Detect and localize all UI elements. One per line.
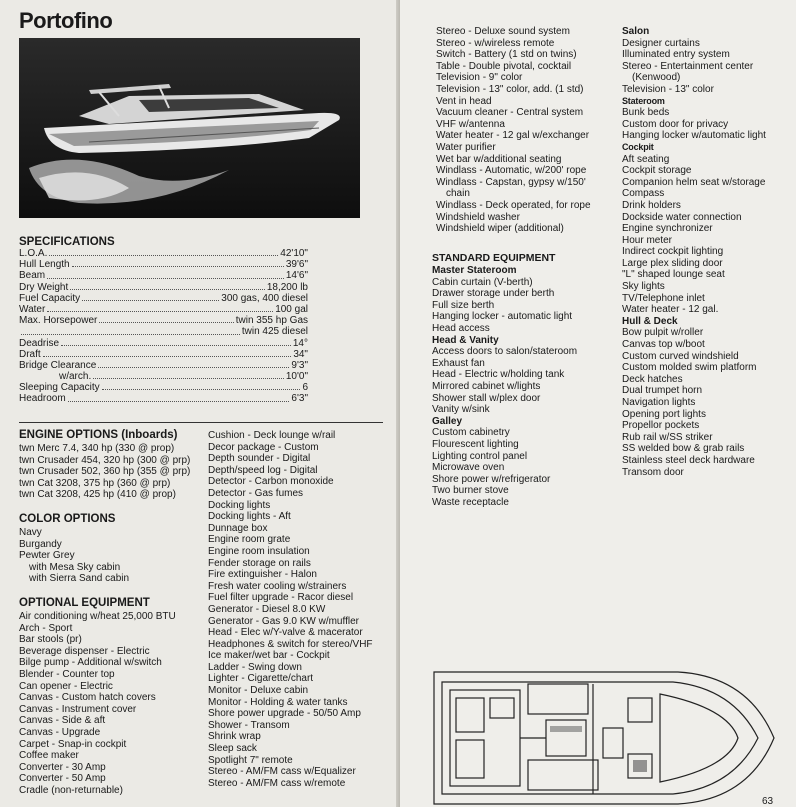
list-item: Cushion - Deck lounge w/rail [208, 430, 336, 441]
spec-value: 6 [302, 382, 308, 394]
list-item: Designer curtains [622, 37, 700, 49]
group-heading-master-stateroom: Master Stateroom [432, 265, 517, 276]
specifications-table [19, 248, 308, 405]
list-item: Canvas top w/boot [622, 339, 705, 351]
spec-row [19, 282, 308, 293]
list-item: Water heater - 12 gal. [622, 304, 719, 316]
list-item: Depth sounder - Digital [208, 453, 311, 465]
list-item: Carpet - Snap-in cockpit [19, 738, 127, 750]
list-item: Lighting control panel [432, 450, 528, 462]
group-heading-head-vanity: Head & Vanity [432, 334, 499, 346]
dot-leader [47, 304, 273, 312]
list-item: Stainless steel deck hardware [622, 454, 755, 466]
list-item: Docking lights - Aft [208, 511, 291, 523]
list-item: Canvas - Instrument cover [19, 703, 137, 715]
spec-label: Headroom [19, 393, 66, 405]
list-item: Fuel filter upgrade - Racor diesel [208, 592, 354, 604]
color-options-list [19, 527, 129, 585]
spec-label: Max. Horsepower [19, 315, 98, 327]
list-item: (Kenwood) [632, 72, 681, 84]
spec-value: twin 355 hp Gas [235, 315, 308, 327]
list-item: Head access [432, 322, 490, 334]
list-item: Head - Electric w/holding tank [432, 369, 565, 381]
spec-value: 9'3" [291, 359, 308, 371]
list-item: Television - 13" color, add. (1 std) [436, 83, 584, 95]
list-item: Full size berth [432, 299, 495, 311]
list-item: Coffee maker [19, 750, 79, 762]
list-item: Stereo - Deluxe sound system [436, 26, 570, 37]
list-item: Fire extinguisher - Halon [208, 569, 317, 581]
list-item: Custom curved windshield [622, 350, 739, 362]
spec-label: L.O.A. [19, 248, 48, 259]
list-item: Cabin curtain (V-berth) [432, 276, 533, 288]
spec-row [19, 349, 308, 360]
list-item: Access doors to salon/stateroom [432, 346, 578, 358]
spec-value: 300 gas, 400 diesel [221, 292, 308, 304]
list-item: Arch - Sport [19, 622, 73, 634]
list-item: Dual trumpet horn [622, 385, 703, 397]
list-item: Water heater - 12 gal w/exchanger [436, 130, 590, 142]
standard-equipment-col2 [622, 26, 766, 478]
list-item: Decor package - Custom [208, 441, 319, 453]
spec-row [19, 382, 308, 393]
list-item: Windlass - Capstan, gypsy w/150' [436, 176, 586, 188]
list-item: Propellor pockets [622, 420, 700, 432]
list-item: Engine room grate [208, 534, 291, 546]
list-item: Depth/speed log - Digital [208, 464, 318, 476]
list-item: Drawer storage under berth [432, 288, 555, 300]
spec-value: 6'3" [291, 393, 308, 405]
list-item: Sky lights [622, 281, 665, 293]
list-item: twn Crusader 502, 360 hp (355 @ prp) [19, 466, 191, 478]
dot-leader [93, 371, 284, 379]
list-item: Microwave oven [432, 462, 505, 474]
list-item: Sleep sack [208, 743, 257, 755]
dot-leader [49, 248, 278, 256]
spec-row [19, 360, 308, 371]
list-item: Cradle (non-returnable) [19, 784, 123, 796]
list-item: Detector - Carbon monoxide [208, 476, 334, 488]
list-item: twn Merc 7.4, 340 hp (330 @ prop) [19, 443, 175, 454]
list-item: Hour meter [622, 234, 673, 246]
standard-equipment-heading: STANDARD EQUIPMENT [432, 252, 556, 264]
boat-photo-image [19, 38, 360, 218]
list-item: Opening port lights [622, 408, 706, 420]
spec-value: 42'10" [280, 248, 308, 259]
list-item: Spotlight 7" remote [208, 754, 293, 766]
list-item: Vanity w/sink [432, 404, 490, 416]
spec-value: 14'6" [285, 270, 308, 282]
optional-equipment-heading: OPTIONAL EQUIPMENT [19, 597, 150, 609]
spec-value: 10'0" [285, 371, 308, 383]
list-item: Engine synchronizer [622, 223, 713, 235]
page-number: 63 [762, 796, 774, 807]
color-options-heading: COLOR OPTIONS [19, 513, 116, 525]
list-item: Rub rail w/SS striker [622, 431, 713, 443]
list-item: with Mesa Sky cabin [29, 561, 121, 573]
deck-plan-drawing [428, 668, 776, 807]
list-item: Stereo - AM/FM cass w/Equalizer [208, 766, 356, 778]
list-item: Shore power w/refrigerator [432, 473, 551, 485]
spec-value: twin 425 diesel [241, 326, 308, 338]
list-item: Custom cabinetry [432, 427, 510, 439]
list-item: Windshield washer [436, 211, 520, 223]
list-item: Docking lights [208, 499, 271, 511]
list-item: Vent in head [436, 95, 492, 107]
boat-photo [19, 38, 360, 218]
list-item: Cockpit storage [622, 165, 692, 177]
list-item: Canvas - Side & aft [19, 715, 106, 727]
list-item: Hanging locker w/automatic light [622, 130, 766, 142]
list-item: SS welded bow & grab rails [622, 443, 745, 455]
spec-label: Bridge Clearance [19, 359, 97, 371]
spec-row [19, 338, 308, 349]
spec-row [19, 326, 308, 337]
list-item: TV/Telephone inlet [622, 292, 705, 304]
specifications-heading: SPECIFICATIONS [19, 236, 115, 248]
list-item: Shore power upgrade - 50/50 Amp [208, 708, 361, 720]
list-item: Dunnage box [208, 522, 268, 534]
list-item: with Sierra Sand cabin [29, 573, 130, 585]
spec-row [19, 393, 308, 404]
spec-value: 18,200 lb [266, 281, 308, 293]
spec-label: Beam [19, 270, 46, 282]
spec-row [19, 315, 308, 326]
spec-label: Hull Length [19, 259, 70, 271]
list-item: Illuminated entry system [622, 49, 730, 61]
list-item: Hanging locker - automatic light [432, 311, 573, 323]
list-item: Companion helm seat w/storage [622, 176, 766, 188]
list-item: Drink holders [622, 199, 681, 211]
list-item: Stereo - AM/FM cass w/remote [208, 777, 346, 789]
list-item: Air conditioning w/heat 25,000 BTU [19, 611, 176, 622]
list-item: Flourescent lighting [432, 438, 519, 450]
list-item: Shower - Transom [208, 719, 290, 731]
dot-leader [99, 315, 233, 323]
list-item: Television - 9" color [436, 72, 523, 84]
list-item: Beverage dispenser - Electric [19, 645, 150, 657]
spec-label: Sleeping Capacity [19, 382, 100, 394]
list-item: Bar stools (pr) [19, 634, 82, 646]
list-item: Wet bar w/additional seating [436, 153, 562, 165]
list-item: Canvas - Upgrade [19, 726, 101, 738]
list-item: Switch - Battery (1 std on twins) [436, 49, 577, 61]
list-item: Generator - Diesel 8.0 KW [208, 603, 326, 615]
list-item: Table - Double pivotal, cocktail [436, 60, 572, 72]
list-item: Stereo - Entertainment center [622, 60, 754, 72]
spec-value: 14° [292, 337, 308, 349]
list-item: Transom door [622, 466, 684, 478]
list-item: twn Cat 3208, 375 hp (360 @ prp) [19, 477, 171, 489]
spec-label: Water [19, 303, 46, 315]
spec-row [19, 248, 308, 259]
optional-equipment-col3 [436, 26, 591, 235]
dot-leader [43, 349, 292, 357]
list-item: Windlass - Deck operated, for rope [436, 199, 591, 211]
spec-row [19, 293, 308, 304]
dot-leader [98, 360, 289, 368]
list-item: Bow pulpit w/roller [622, 327, 704, 339]
standard-equipment-col1 [432, 265, 577, 508]
list-item: twn Cat 3208, 425 hp (410 @ prop) [19, 489, 176, 501]
dot-leader [61, 338, 291, 346]
list-item: Shower stall w/plex door [432, 392, 541, 404]
spec-row [19, 259, 308, 270]
list-item: Blender - Counter top [19, 668, 115, 680]
spec-label: w/arch. [59, 371, 92, 383]
list-item: Compass [622, 188, 665, 200]
spec-value: 39'6" [285, 259, 308, 271]
list-item: "L" shaped lounge seat [622, 269, 725, 281]
engine-options-heading: ENGINE OPTIONS (Inboards) [19, 429, 178, 441]
spec-row [19, 304, 308, 315]
list-item: chain [446, 188, 470, 200]
group-heading-cockpit: Cockpit [622, 141, 654, 152]
dot-leader [47, 270, 284, 278]
spec-value: 100 gal [275, 303, 308, 315]
list-item: Navy [19, 527, 42, 538]
list-item: Monitor - Holding & water tanks [208, 696, 348, 708]
optional-equipment-col2 [208, 430, 373, 789]
dot-leader [70, 282, 265, 290]
spec-label: Deadrise [19, 337, 60, 349]
list-item: Indirect cockpit lighting [622, 246, 724, 258]
divider [19, 422, 383, 423]
right-page [400, 0, 796, 807]
dot-leader [102, 382, 301, 390]
list-item: Deck hatches [622, 373, 683, 385]
optional-equipment-col1 [19, 611, 176, 797]
list-item: Waste receptacle [432, 496, 509, 508]
spec-value: 34" [293, 348, 308, 360]
list-item: Ice maker/wet bar - Cockpit [208, 650, 330, 662]
list-item: Pewter Grey [19, 550, 75, 562]
list-item: Shrink wrap [208, 731, 261, 743]
list-item: twn Crusader 454, 320 hp (300 @ prp) [19, 454, 191, 466]
dot-leader [68, 393, 290, 401]
list-item: Navigation lights [622, 397, 696, 408]
list-item: Canvas - Custom hatch covers [19, 692, 156, 704]
list-item: Converter - 30 Amp [19, 761, 106, 773]
list-item: Lighter - Cigarette/chart [208, 673, 314, 685]
list-item: Television - 13" color [622, 83, 714, 95]
list-item: Can opener - Electric [19, 680, 113, 692]
group-heading-galley: Galley [432, 415, 463, 427]
list-item: Head - Elec w/Y-valve & macerator [208, 627, 363, 639]
list-item: Exhaust fan [432, 357, 485, 369]
list-item: Windlass - Automatic, w/200' rope [436, 165, 587, 177]
list-item: Custom door for privacy [622, 118, 729, 130]
list-item: Burgandy [19, 538, 62, 550]
list-item: Two burner stove [432, 485, 509, 497]
list-item: Bilge pump - Additional w/switch [19, 657, 162, 669]
engine-options-list [19, 443, 190, 501]
group-heading-salon: Salon [622, 26, 650, 37]
list-item: Generator - Gas 9.0 KW w/muffler [208, 615, 359, 627]
list-item: Water purifier [436, 141, 496, 153]
list-item: Vacuum cleaner - Central system [436, 107, 584, 119]
list-item: Aft seating [622, 153, 670, 165]
list-item: Converter - 50 Amp [19, 773, 106, 785]
list-item: Fender storage on rails [208, 557, 311, 569]
spec-row [19, 371, 308, 382]
list-item: Large plex sliding door [622, 257, 723, 269]
spec-label: Fuel Capacity [19, 292, 81, 304]
dot-leader [72, 259, 284, 267]
dot-leader [21, 326, 240, 334]
list-item: Headphones & switch for stereo/VHF [208, 638, 373, 650]
group-heading-hull-deck: Hull & Deck [622, 315, 678, 327]
group-heading-stateroom: Stateroom [622, 95, 665, 106]
list-item: Bunk beds [622, 107, 670, 119]
list-item: Engine room insulation [208, 545, 310, 557]
list-item: Fresh water cooling w/strainers [208, 580, 347, 592]
list-item: Monitor - Deluxe cabin [208, 685, 309, 697]
list-item: Windshield wiper (additional) [436, 223, 564, 235]
dot-leader [82, 293, 219, 301]
list-item: Ladder - Swing down [208, 661, 302, 673]
list-item: Dockside water connection [622, 211, 742, 223]
spec-label: Draft [19, 348, 41, 360]
list-item: Stereo - w/wireless remote [436, 37, 555, 49]
list-item: Mirrored cabinet w/lights [432, 380, 541, 392]
list-item: VHF w/antenna [436, 118, 505, 130]
list-item: Custom molded swim platform [622, 362, 757, 374]
page-title: Portofino [19, 8, 113, 33]
list-item: Detector - Gas fumes [208, 487, 304, 499]
deck-plan-image [428, 668, 776, 807]
spec-row [19, 270, 308, 281]
spec-label: Dry Weight [19, 281, 69, 293]
